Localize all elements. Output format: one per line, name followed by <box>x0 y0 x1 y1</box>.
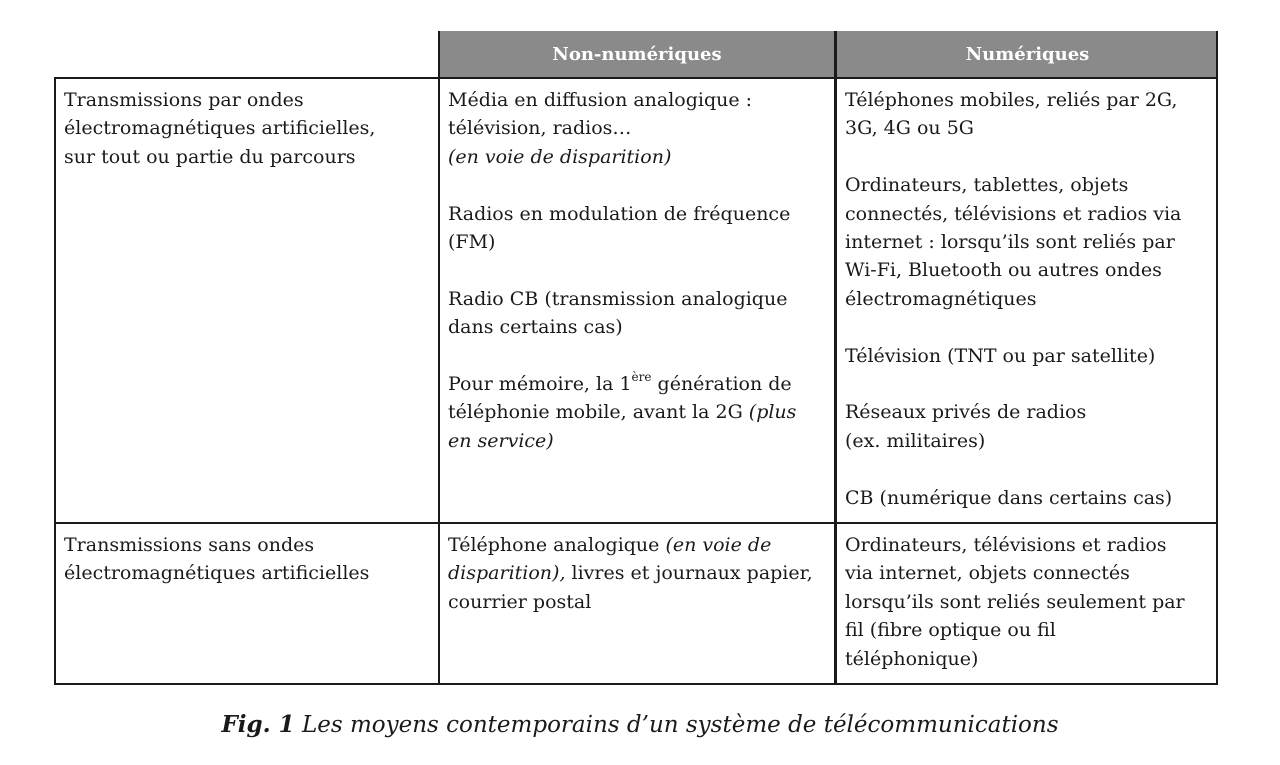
figure-caption <box>0 711 1280 738</box>
text-span: génération de <box>651 373 792 396</box>
text-line: 3G, 4G ou 5G <box>845 117 974 140</box>
text-line: Ordinateurs, télévisions et radios <box>845 534 1167 556</box>
text-line: Radio CB (transmission analogique <box>448 287 788 310</box>
row2-non-numeric <box>448 531 830 616</box>
paragraph <box>448 86 830 171</box>
paragraph <box>845 398 1213 455</box>
text-span: téléphonie mobile, avant la 2G <box>448 401 749 424</box>
row1-label-line: électromagnétiques artificielles, <box>64 117 376 140</box>
rule-bottom <box>54 683 1218 685</box>
text-line: Wi-Fi, Bluetooth ou autres ondes <box>845 259 1162 282</box>
rule-top <box>54 77 1218 79</box>
row2-label-line: Transmissions sans ondes <box>64 534 315 556</box>
text-line: fil (fibre optique ou fil <box>845 619 1056 642</box>
text-line: via internet, objets connectés <box>845 562 1130 585</box>
text-line: en service) <box>448 429 554 452</box>
row1-label <box>64 86 429 171</box>
paragraph <box>845 86 1213 143</box>
rule-right <box>1216 31 1218 685</box>
rule-middle <box>54 522 1218 524</box>
text-line: télévision, radios… <box>448 117 632 140</box>
row2-label <box>64 531 429 588</box>
header-non-numeric: Non-numériques <box>440 31 834 77</box>
text-line: lorsqu’ils sont reliés seulement par <box>845 590 1185 613</box>
paragraph <box>845 171 1213 313</box>
text-line <box>448 559 830 587</box>
row1-non-numeric <box>448 86 830 455</box>
text-line <box>448 531 830 559</box>
row1-label-line: sur tout ou partie du parcours <box>64 145 356 168</box>
text-line: électromagnétiques <box>845 287 1037 310</box>
text-span: livres et journaux papier, <box>565 562 813 585</box>
text-line: Radios en modulation de fréquence <box>448 202 791 225</box>
row2-label-line: électromagnétiques artificielles <box>64 562 370 585</box>
caption-text: Les moyens contemporains d’un système de télécommunications <box>294 712 1059 738</box>
text-span: disparition), <box>448 562 566 585</box>
text-span: (en voie de <box>665 534 772 556</box>
text-line: connectés, télévisions et radios via <box>845 202 1182 225</box>
text-line: (en voie de disparition) <box>448 145 672 168</box>
text-line: Média en diffusion analogique : <box>448 89 753 111</box>
text-line: téléphonique) <box>845 647 979 670</box>
header-numeric: Numériques <box>837 31 1218 77</box>
row1-label-line: Transmissions par ondes <box>64 89 304 111</box>
paragraph <box>845 342 1213 370</box>
telecom-table <box>54 31 1218 685</box>
text-line: CB (numérique dans certains cas) <box>845 486 1173 509</box>
text-span: Pour mémoire, la 1 <box>448 373 632 396</box>
superscript: ère <box>631 369 652 384</box>
text-line: internet : lorsqu’ils sont reliés par <box>845 231 1175 254</box>
paragraph <box>845 484 1213 512</box>
text-line: Ordinateurs, tablettes, objets <box>845 174 1129 197</box>
paragraph <box>448 370 830 455</box>
text-line: (FM) <box>448 231 496 254</box>
text-line <box>448 370 830 398</box>
figure-label: Fig. 1 <box>221 711 295 738</box>
text-span: Téléphone analogique <box>448 534 666 556</box>
paragraph <box>448 200 830 257</box>
row1-numeric <box>845 86 1213 512</box>
text-line: courrier postal <box>448 590 592 613</box>
text-line: dans certains cas) <box>448 316 623 339</box>
text-span: (plus <box>748 401 797 424</box>
paragraph <box>448 285 830 342</box>
text-line: Téléphones mobiles, reliés par 2G, <box>845 89 1178 111</box>
text-line <box>448 398 830 426</box>
row2-numeric <box>845 531 1213 673</box>
rule-left <box>54 77 56 685</box>
text-line: Réseaux privés de radios <box>845 401 1087 424</box>
text-line: (ex. militaires) <box>845 429 986 452</box>
text-line: Télévision (TNT ou par satellite) <box>845 344 1156 367</box>
rule-col1 <box>438 31 440 685</box>
rule-col2 <box>834 31 837 685</box>
